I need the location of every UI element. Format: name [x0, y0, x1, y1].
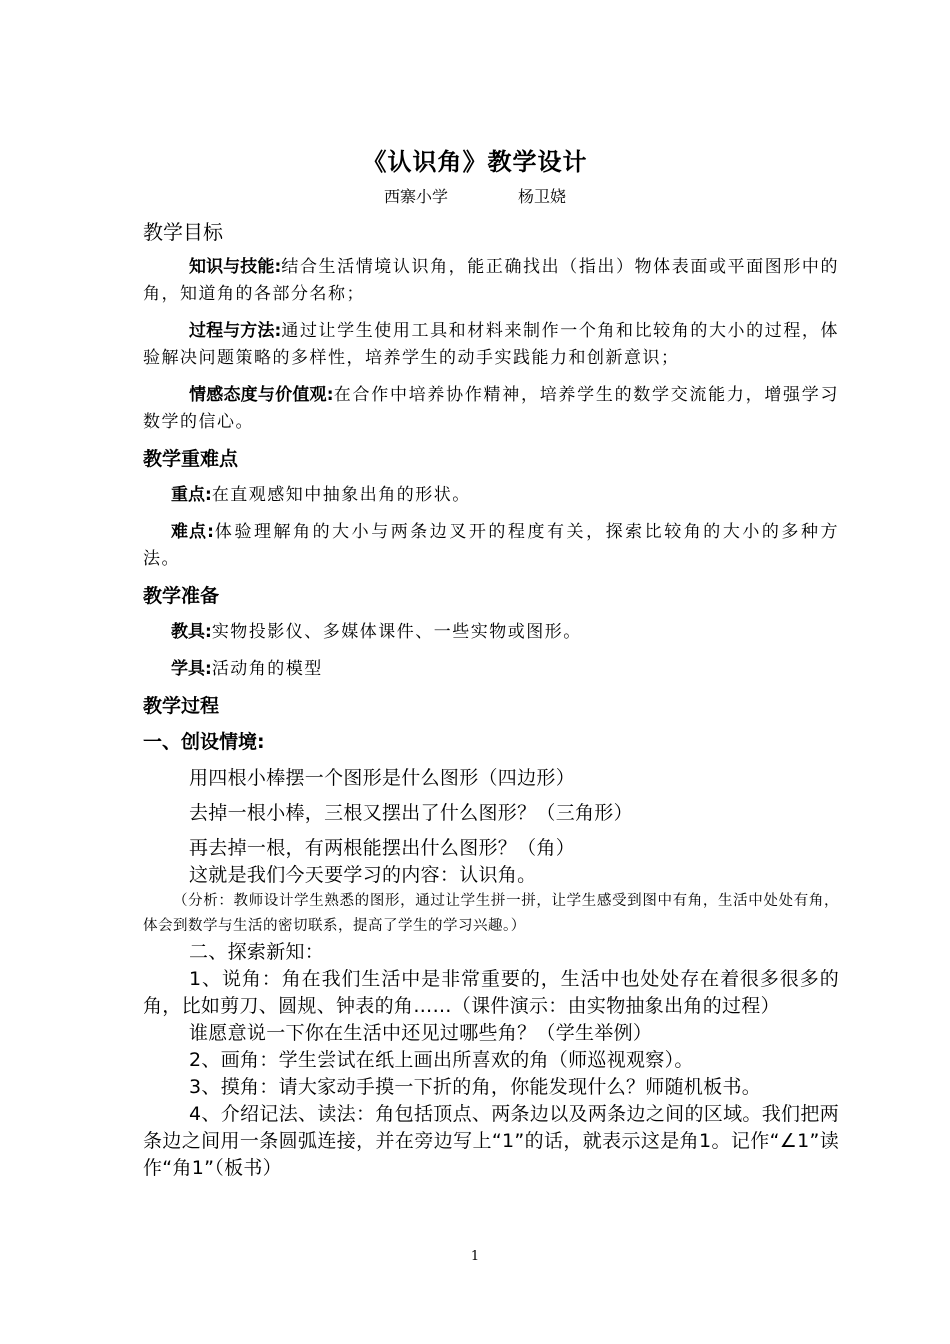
- goal-emotion-paragraph: [143, 382, 839, 436]
- analysis-note: （分析：教师设计学生熟悉的图形，通过让学生拼一拼，让学生感受到图中有角，生活中处处有角，体会到数学与生活的密切联系，提高了学生的学习兴趣。）: [143, 893, 839, 934]
- heading-teaching-process: 教学过程: [143, 695, 220, 717]
- student-tools-paragraph: [143, 656, 839, 683]
- heading-step2: 二、探索新知：: [189, 941, 325, 963]
- goal-process-label: 过程与方法:: [189, 321, 282, 341]
- goal-knowledge-label: 知识与技能:: [189, 257, 282, 277]
- step1-line: 去掉一根小棒，三根又摆出了什么图形？（三角形）: [189, 802, 633, 824]
- heading-preparation: 教学准备: [143, 585, 220, 607]
- goal-knowledge-paragraph: [143, 254, 839, 308]
- step2-draw-paragraph: 2、画角：学生尝试在纸上画出所喜欢的角（师巡视观察）。: [189, 1049, 694, 1071]
- teacher-tools-label: 教具:: [171, 622, 212, 642]
- school-name: 西寨小学: [383, 187, 448, 206]
- teacher-tools-text: 实物投影仪、多媒体课件、一些实物或图形。: [211, 622, 582, 642]
- document-body: [143, 216, 839, 1182]
- byline: [0, 186, 950, 208]
- step1-line: 这就是我们今天要学习的内容：认识角。: [189, 864, 537, 886]
- step1-line: 用四根小棒摆一个图形是什么图形（四边形）: [189, 767, 576, 789]
- goal-emotion-label: 情感态度与价值观:: [189, 385, 334, 405]
- teacher-tools-paragraph: [143, 619, 839, 646]
- key-point-paragraph: [143, 482, 839, 509]
- difficulty-text: 体验理解角的大小与两条边叉开的程度有关，探索比较角的大小的多种方 法。: [143, 522, 839, 569]
- author-name: 杨卫娆: [518, 187, 567, 206]
- step1-line: 再去掉一根，有两根能摆出什么图形？（角）: [189, 837, 576, 859]
- step2-touch-paragraph: 3、摸角：请大家动手摸一下折的角，你能发现什么？师随机板书。: [189, 1076, 762, 1098]
- student-tools-label: 学具:: [171, 659, 212, 679]
- key-point-text: 在直观感知中抽象出角的形状。: [211, 485, 471, 505]
- student-tools-text: 活动角的模型: [211, 659, 323, 679]
- document-title: 《认识角》教学设计: [362, 148, 588, 176]
- heading-step1: 一、创设情境:: [143, 731, 265, 753]
- step2-say-paragraph: 1、说角：角在我们生活中是非常重要的，生活中也处处存在着很多很多的角，比如剪刀、圆规、钟表的角……（课件演示：由实物抽象出角的过程）: [143, 968, 839, 1017]
- difficulty-label: 难点:: [171, 522, 214, 542]
- page-number: 1: [470, 1249, 480, 1264]
- goal-emotion-text: 在合作中培养协作精神，培养学生的数学交流能力，增强学习数学的信心。: [143, 385, 839, 432]
- goal-process-paragraph: [143, 318, 839, 372]
- key-point-label: 重点:: [171, 485, 212, 505]
- goal-knowledge-text: 结合生活情境认识角，能正确找出（指出）物体表面或平面图形中的角，知道角的各部分名称；: [143, 257, 839, 304]
- step2-intro-paragraph: 4、介绍记法、读法：角包括顶点、两条边以及两条边之间的区域。我们把两条边之间用一条圆弧连接，并在旁边写上“1”的话，就表示这是角1。记作“∠1”读作“角1”（板书）: [143, 1103, 839, 1179]
- heading-teaching-goals: 教学目标: [143, 220, 223, 244]
- goal-process-text: 通过让学生使用工具和材料来制作一个角和比较角的大小的过程，体验解决问题策略的多样性，培养学生的动手实践能力和创新意识；: [143, 321, 839, 368]
- difficulty-paragraph: [143, 519, 839, 573]
- heading-key-difficulties: 教学重难点: [143, 448, 239, 470]
- step2-ask-paragraph: 谁愿意说一下你在生活中还见过哪些角？（学生举例）: [189, 1022, 653, 1044]
